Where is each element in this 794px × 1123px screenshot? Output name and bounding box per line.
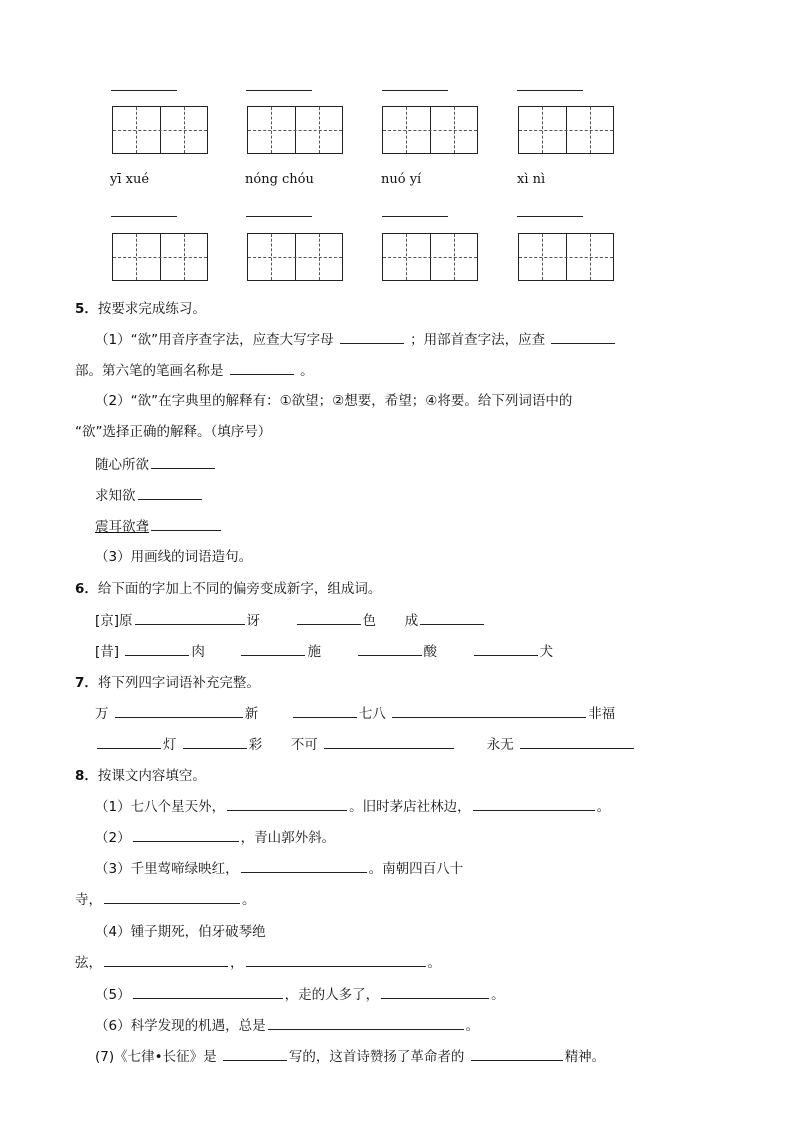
text: 施 — [307, 644, 321, 660]
question-number: 5． — [75, 301, 98, 317]
answer-blank[interactable] — [241, 654, 305, 656]
tianzige-box[interactable] — [112, 106, 208, 154]
q5-part1-line1 — [95, 328, 617, 348]
q8-line-2 — [95, 826, 335, 846]
answer-blank[interactable] — [227, 809, 347, 811]
tianzige-box[interactable] — [382, 233, 478, 281]
q5-part2-line1: （2）“欲”在字典里的解释有：①欲望；②想要，希望；④将要。给下列词语中的 — [95, 393, 573, 409]
text: 。 — [465, 1018, 480, 1034]
text: ，走的人多了， — [284, 987, 380, 1003]
underlined-word: 震耳欲聋 — [95, 519, 149, 535]
text: 不可 — [290, 737, 318, 753]
tianzige-box[interactable] — [518, 233, 614, 281]
q8-line-3-cont — [75, 888, 256, 908]
question-6-heading — [75, 577, 381, 597]
answer-blank[interactable] — [381, 997, 489, 999]
text: 万 — [95, 706, 109, 722]
text: （2） — [95, 830, 131, 846]
q8-line-1 — [95, 795, 610, 815]
answer-line[interactable] — [111, 216, 177, 217]
text: 非福 — [588, 706, 616, 722]
answer-blank[interactable] — [115, 716, 243, 718]
text: 。南朝四百八十 — [368, 861, 464, 877]
text: 成 — [404, 613, 419, 629]
answer-blank[interactable] — [392, 716, 586, 718]
pinyin-label: xì nì — [517, 172, 546, 187]
text: 七八 — [358, 706, 386, 722]
answer-blank[interactable] — [474, 654, 538, 656]
question-number: 6． — [75, 581, 98, 597]
question-title: 按要求完成练习。 — [97, 301, 206, 317]
q8-line-4-cont — [75, 951, 441, 971]
answer-blank[interactable] — [135, 623, 245, 625]
answer-line[interactable] — [382, 216, 448, 217]
text: 彩 — [248, 737, 263, 753]
text: ， — [230, 955, 244, 971]
answer-blank[interactable] — [420, 623, 484, 625]
pinyin-label: nóng chóu — [245, 172, 314, 187]
text: 永无 — [486, 737, 514, 753]
text: 酸 — [423, 644, 438, 660]
answer-blank[interactable] — [230, 373, 294, 375]
word: 求知欲 — [95, 488, 136, 504]
q7-row-1 — [95, 702, 615, 722]
question-title: 按课文内容填空。 — [97, 768, 206, 784]
answer-blank[interactable] — [151, 529, 221, 531]
text: 讶 — [246, 613, 261, 629]
answer-blank[interactable] — [340, 342, 404, 344]
question-number: 7． — [75, 675, 98, 691]
q5-word-1 — [95, 453, 217, 473]
tianzige-box[interactable] — [382, 106, 478, 154]
text: 灯 — [163, 737, 177, 753]
text: 部。第六笔的笔画名称是 — [75, 363, 224, 379]
tianzige-box[interactable] — [518, 106, 614, 154]
answer-blank[interactable] — [104, 965, 228, 967]
text: 。 — [596, 799, 611, 815]
text: 弦， — [75, 955, 102, 971]
answer-blank[interactable] — [471, 1059, 563, 1061]
answer-line[interactable] — [111, 90, 177, 91]
question-number: 8． — [75, 768, 98, 784]
q6-row-2 — [95, 640, 553, 660]
text: 犬 — [539, 644, 554, 660]
answer-blank[interactable] — [133, 840, 239, 842]
q6-row-1 — [95, 609, 486, 629]
q8-line-5 — [95, 983, 505, 1003]
question-title: 将下列四字词语补充完整。 — [97, 675, 260, 691]
answer-blank[interactable] — [473, 809, 595, 811]
answer-blank[interactable] — [246, 965, 426, 967]
answer-blank[interactable] — [183, 747, 247, 749]
answer-blank[interactable] — [125, 654, 189, 656]
tianzige-box[interactable] — [112, 233, 208, 281]
q7-row-2 — [95, 733, 636, 753]
text: 。旧时茅店社林边， — [349, 799, 471, 815]
text: 。 — [491, 987, 505, 1003]
tianzige-box[interactable] — [247, 106, 343, 154]
text: 寺， — [75, 892, 102, 908]
text: 。 — [300, 363, 314, 379]
text: ，青山郭外斜。 — [240, 830, 336, 846]
text: [京]原 — [95, 613, 133, 629]
question-5-heading — [75, 297, 206, 317]
answer-blank[interactable] — [358, 654, 422, 656]
q8-line-6 — [95, 1014, 479, 1034]
pinyin-label: yī xué — [110, 172, 150, 187]
answer-blank[interactable] — [241, 871, 367, 873]
question-title: 给下面的字加上不同的偏旁变成新字，组成词。 — [97, 581, 382, 597]
text: 写的，这首诗赞扬了革命者的 — [288, 1049, 465, 1065]
q5-word-3 — [95, 515, 223, 535]
answer-blank[interactable] — [104, 902, 240, 904]
q5-part2-line2: “欲”选择正确的解释。（填序号） — [75, 424, 272, 440]
text: 色 — [362, 613, 377, 629]
text: 。 — [242, 892, 256, 908]
text: （1）七八个星天外， — [95, 799, 226, 815]
text: 新 — [244, 706, 259, 722]
answer-blank[interactable] — [551, 342, 615, 344]
question-7-heading — [75, 671, 260, 691]
answer-line[interactable] — [246, 90, 312, 91]
answer-blank[interactable] — [138, 498, 202, 500]
q8-line-7 — [95, 1045, 605, 1065]
answer-line[interactable] — [517, 216, 583, 217]
text: 。 — [427, 955, 441, 971]
answer-line[interactable] — [517, 90, 583, 91]
text: （6）科学发现的机遇，总是 — [95, 1018, 266, 1034]
text: 精神。 — [564, 1049, 606, 1065]
answer-blank[interactable] — [324, 747, 454, 749]
q5-part1-line2 — [75, 359, 314, 379]
q8-line-3 — [95, 857, 463, 877]
text: [昔] — [95, 644, 120, 660]
text: （3）千里莺啼绿映红， — [95, 861, 239, 877]
text: (7)《七律•长征》是 — [95, 1049, 217, 1065]
q5-word-2 — [95, 484, 204, 504]
question-8-heading — [75, 764, 206, 784]
tianzige-box[interactable] — [247, 233, 343, 281]
answer-line[interactable] — [246, 216, 312, 217]
answer-blank[interactable] — [133, 997, 283, 999]
answer-blank[interactable] — [293, 716, 357, 718]
q8-line-4: （4）锺子期死，伯牙破琴绝 — [95, 924, 266, 940]
answer-blank[interactable] — [520, 747, 634, 749]
answer-blank[interactable] — [268, 1028, 464, 1030]
pinyin-label: nuó yí — [381, 172, 422, 187]
answer-line[interactable] — [382, 90, 448, 91]
answer-blank[interactable] — [151, 467, 215, 469]
text: 肉 — [191, 644, 205, 660]
text: （5） — [95, 987, 131, 1003]
text: （1）“欲”用音序查字法，应查大写字母 — [95, 332, 334, 348]
answer-blank[interactable] — [297, 623, 361, 625]
word: 随心所欲 — [95, 457, 149, 473]
text: ；用部首查字法，应查 — [410, 332, 546, 348]
q5-part3: （3）用画线的词语造句。 — [95, 549, 253, 565]
answer-blank[interactable] — [223, 1059, 287, 1061]
answer-blank[interactable] — [97, 747, 161, 749]
